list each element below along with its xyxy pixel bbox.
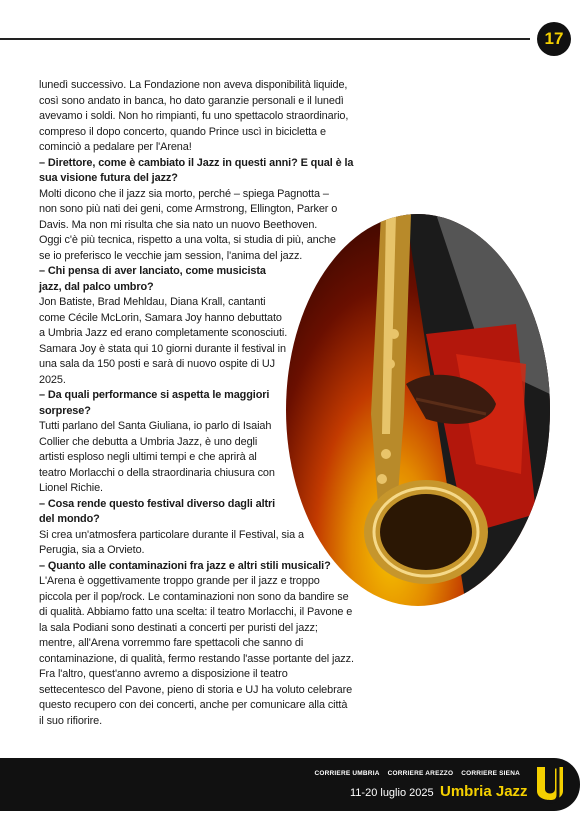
paragraph-2: Molti dicono che il jazz sia morto, perché – spiega Pagnotta – non sono più nati dei geni, come Armstrong, Ellington, Parker o Davis. Ma non mi risulta che sia nato un nuovo Beethoven. Oggi c'è più tecnica, rispetto a una volta, si studia di più, anche se io preferisco le vecchie jam session, l'anima del jazz. (39, 187, 338, 262)
paragraph-6: L'Arena è oggettivamente troppo grande per il jazz e troppo piccola per il pop/rock. Le contaminazioni non sono da bandire se di qualità. Abbiamo fatto una scelta: il teatro Morlacchi, il Pavone e la sala Podiani sono destinati a concerti per puristi del jazz; mentre, all'Arena vorremmo fare spettacoli che sanno di contaminazione, di qualità, fermo restando l'asse portante del jazz. Fra l'altro, quest'anno avremo a disposizione il teatro settecentesco del Pavone, pieno di storia e UJ ha voluto celebrare questo recupero con dei concerti, anche per comunicare alla città il suo rifiorire. (39, 575, 354, 727)
question-1: – Direttore, come è cambiato il Jazz in questi anni? E qual è la sua visione futura del jazz? (39, 156, 354, 184)
umbria-jazz-logo-icon (534, 765, 566, 805)
question-3: – Da quali performance si aspetta le maggiori sorprese? (39, 389, 270, 417)
festival-dates: 11-20 luglio 2025 (350, 787, 434, 799)
paragraph-4: Tutti parlano del Santa Giuliana, io parlo di Isaiah Collier che debutta a Umbria Jazz, è uno degli artisti esploso negli ultimi tempi e che aprirà al teatro Morlacchi o della straordinaria chiusura con Lionel Richie. (39, 420, 275, 494)
footer-brands (314, 770, 520, 777)
brand-corriere-siena: CORRIERE SIENA (461, 770, 520, 777)
question-5: – Quanto alle contaminazioni fra jazz e altri stili musicali? (39, 559, 331, 572)
brand-corriere-umbria: CORRIERE UMBRIA (314, 770, 380, 777)
question-4: – Cosa rende questo festival diverso dagli altri del mondo? (39, 497, 276, 525)
paragraph-5: Si crea un'atmosfera particolare durante il Festival, sia a Perugia, sia a Orvieto. (39, 528, 304, 556)
paragraph-1: lunedì successivo. La Fondazione non aveva disponibilità liquide, così sono andato in banca, ho dato garanzie personali e il lunedì avevamo i soldi. Non ho rimpianti, fu uno spettacolo straordinario, compreso il dopo concerto, quando Prince uscì in bicicletta e cominciò a pedalare per l'Arena! (39, 79, 349, 153)
top-rule (0, 38, 530, 40)
paragraph-3: Jon Batiste, Brad Mehldau, Diana Krall, cantanti come Cécile McLorin, Samara Joy hanno debuttato a Umbria Jazz ed erano completamente sconosciuti. Samara Joy è stata qui 10 giorni durante il festival in una sala da 150 posti e sarà di nuovo ospite di UJ 2025. (39, 296, 288, 386)
festival-name: Umbria Jazz (440, 783, 528, 800)
brand-corriere-arezzo: CORRIERE AREZZO (387, 770, 454, 777)
page-number: 17 (537, 22, 571, 56)
question-2: – Chi pensa di aver lanciato, come musicista jazz, dal palco umbro? (39, 265, 266, 293)
footer-bar (0, 758, 580, 811)
article-body (39, 78, 359, 729)
